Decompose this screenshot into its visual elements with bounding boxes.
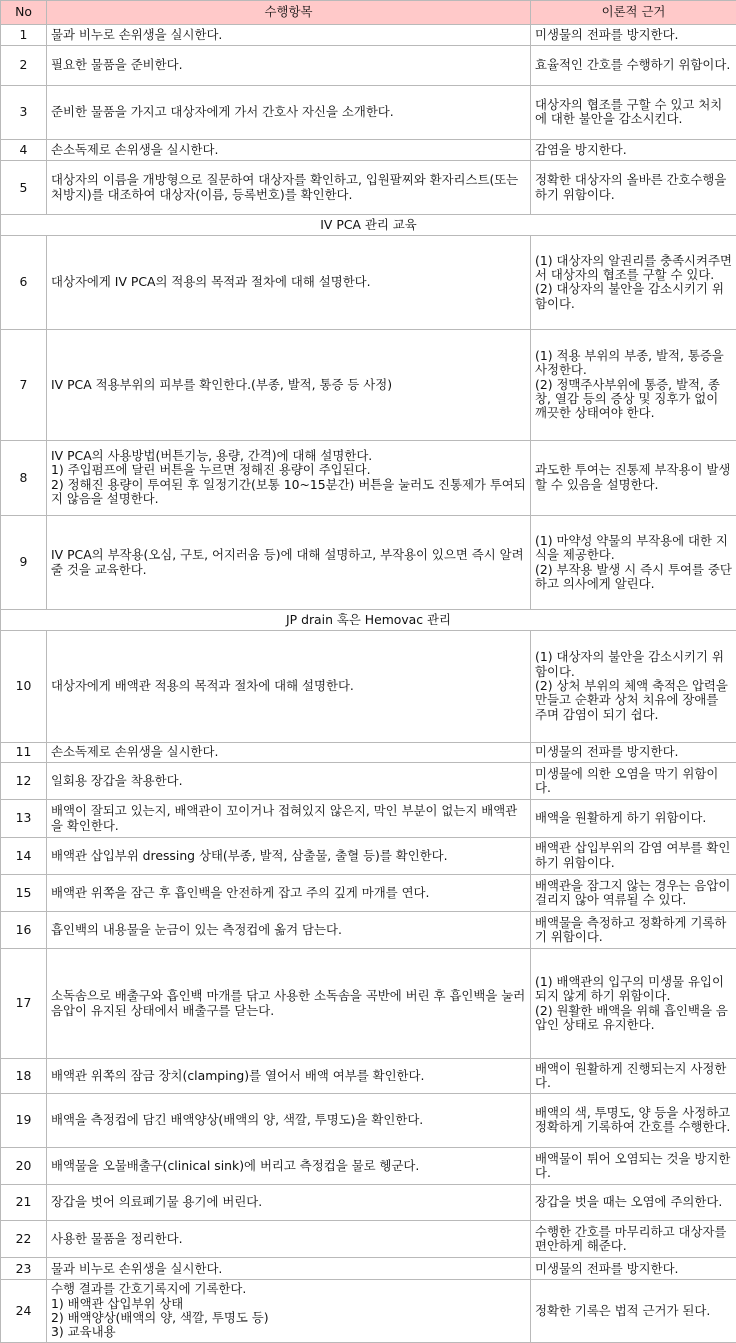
reason-text: 배액물이 튀어 오염되는 것을 방지한다. <box>531 1147 736 1184</box>
step-text: 대상자의 이름을 개방형으로 질문하여 대상자를 확인하고, 입원팔찌와 환자리스트(또는 처방지)를 대조하여 대상자(이름, 등록번호)를 확인한다. <box>47 161 531 215</box>
section-title: JP drain 혹은 Hemovac 관리 <box>1 610 736 631</box>
reason-text: 미생물의 전파를 방지한다. <box>531 25 736 46</box>
table-row <box>1 440 736 515</box>
table-row <box>1 1221 736 1258</box>
row-number: 18 <box>1 1058 47 1093</box>
header-reason: 이론적 근거 <box>531 1 736 25</box>
table-row <box>1 1258 736 1280</box>
row-number: 22 <box>1 1221 47 1258</box>
reason-text: (1) 적용 부위의 부종, 발적, 통증을 사정한다. (2) 정맥주사부위에 통증, 발적, 종창, 열감 등의 증상 및 징후가 없이 깨끗한 상태여야 한다. <box>531 330 736 441</box>
step-text: 배액물을 오물배출구(clinical sink)에 버리고 측정컵을 물로 헹군다. <box>47 1147 531 1184</box>
table-row <box>1 763 736 800</box>
reason-text: 과도한 투여는 진통제 부작용이 발생할 수 있음을 설명한다. <box>531 440 736 515</box>
table-row <box>1 874 736 911</box>
table-row <box>1 742 736 763</box>
header-no: No <box>1 1 47 25</box>
step-text: 대상자에게 IV PCA의 적용의 목적과 절차에 대해 설명한다. <box>47 235 531 329</box>
row-number: 6 <box>1 235 47 329</box>
header-row <box>1 1 736 25</box>
row-number: 24 <box>1 1280 47 1343</box>
reason-text: 정확한 기록은 법적 근거가 된다. <box>531 1280 736 1343</box>
table-row <box>1 949 736 1059</box>
table-row <box>1 86 736 140</box>
reason-text: 정확한 대상자의 올바른 간호수행을 하기 위함이다. <box>531 161 736 215</box>
row-number: 23 <box>1 1258 47 1280</box>
row-number: 15 <box>1 874 47 911</box>
reason-text: (1) 배액관의 입구의 미생물 유입이 되지 않게 하기 위함이다. (2) 원활한 배액을 위해 흡인백을 음압인 상태로 유지한다. <box>531 949 736 1059</box>
reason-text: 감염을 방지한다. <box>531 139 736 161</box>
step-text: 손소독제로 손위생을 실시한다. <box>47 139 531 161</box>
row-number: 1 <box>1 25 47 46</box>
reason-text: 장갑을 벗을 때는 오염에 주의한다. <box>531 1185 736 1221</box>
reason-text: (1) 대상자의 불안을 감소시키기 위함이다. (2) 상처 부위의 체액 축적은 압력을 만들고 순환과 상처 치유에 장애를 주며 감염이 되기 쉽다. <box>531 630 736 742</box>
table-row <box>1 1280 736 1343</box>
table-row <box>1 1094 736 1148</box>
reason-text: 미생물의 전파를 방지한다. <box>531 1258 736 1280</box>
step-text: 배액을 측정컵에 담긴 배액양상(배액의 양, 색깔, 투명도)을 확인한다. <box>47 1094 531 1148</box>
row-number: 7 <box>1 330 47 441</box>
reason-text: 수행한 간호를 마무리하고 대상자를 편안하게 해준다. <box>531 1221 736 1258</box>
step-text: 대상자에게 배액관 적용의 목적과 절차에 대해 설명한다. <box>47 630 531 742</box>
step-text: 배액관 위쪽의 잠금 장치(clamping)를 열어서 배액 여부를 확인한다. <box>47 1058 531 1093</box>
table-row <box>1 516 736 610</box>
reason-text: (1) 마약성 약물의 부작용에 대한 지식을 제공한다. (2) 부작용 발생 시 즉시 투여를 중단하고 의사에게 알린다. <box>531 516 736 610</box>
row-number: 11 <box>1 742 47 763</box>
reason-text: 배액을 원활하게 하기 위함이다. <box>531 800 736 837</box>
header-step: 수행항목 <box>47 1 531 25</box>
row-number: 16 <box>1 912 47 949</box>
table-body <box>1 25 736 1343</box>
section-row <box>1 215 736 236</box>
table-row <box>1 139 736 161</box>
table-row <box>1 630 736 742</box>
table-row <box>1 1147 736 1184</box>
row-number: 4 <box>1 139 47 161</box>
step-text: 물과 비누로 손위생을 실시한다. <box>47 1258 531 1280</box>
table-row <box>1 800 736 837</box>
table-row <box>1 912 736 949</box>
row-number: 17 <box>1 949 47 1059</box>
step-text: 장갑을 벗어 의료폐기물 용기에 버린다. <box>47 1185 531 1221</box>
step-text: IV PCA의 사용방법(버튼기능, 용량, 간격)에 대해 설명한다. 1) 주입펌프에 달린 버튼을 누르면 정해진 용량이 주입된다. 2) 정해진 용량이 투여된 후 일정기간(보통 10~15분간) 버튼을 눌러도 진통제가 투여되지 않음을 설명한다. <box>47 440 531 515</box>
step-text: 배액이 잘되고 있는지, 배액관이 꼬이거나 접혀있지 않은지, 막인 부분이 없는지 배액관을 확인한다. <box>47 800 531 837</box>
table-row <box>1 25 736 46</box>
step-text: 배액관 삽입부위 dressing 상태(부종, 발적, 삼출물, 출혈 등)를 확인한다. <box>47 837 531 874</box>
section-title: IV PCA 관리 교육 <box>1 215 736 236</box>
reason-text: 배액이 원활하게 진행되는지 사정한다. <box>531 1058 736 1093</box>
step-text: 손소독제로 손위생을 실시한다. <box>47 742 531 763</box>
row-number: 12 <box>1 763 47 800</box>
step-text: 사용한 물품을 정리한다. <box>47 1221 531 1258</box>
row-number: 14 <box>1 837 47 874</box>
reason-text: 배액물을 측정하고 정확하게 기록하기 위함이다. <box>531 912 736 949</box>
section-row <box>1 610 736 631</box>
row-number: 3 <box>1 86 47 140</box>
step-text: IV PCA 적용부위의 피부를 확인한다.(부종, 발적, 통증 등 사정) <box>47 330 531 441</box>
reason-text: 효율적인 간호를 수행하기 위함이다. <box>531 45 736 85</box>
step-text: 수행 결과를 간호기록지에 기록한다. 1) 배액관 삽입부위 상태 2) 배액양상(배액의 양, 색깔, 투명도 등) 3) 교육내용 <box>47 1280 531 1343</box>
reason-text: 배액관을 잠그지 않는 경우는 음압이 걸리지 않아 역류될 수 있다. <box>531 874 736 911</box>
step-text: 필요한 물품을 준비한다. <box>47 45 531 85</box>
step-text: 일회용 장갑을 착용한다. <box>47 763 531 800</box>
reason-text: 미생물의 전파를 방지한다. <box>531 742 736 763</box>
step-text: 배액관 위쪽을 잠근 후 흡인백을 안전하게 잡고 주의 깊게 마개를 연다. <box>47 874 531 911</box>
table-row <box>1 330 736 441</box>
row-number: 5 <box>1 161 47 215</box>
row-number: 10 <box>1 630 47 742</box>
row-number: 21 <box>1 1185 47 1221</box>
reason-text: 대상자의 협조를 구할 수 있고 처치에 대한 불안을 감소시킨다. <box>531 86 736 140</box>
table-row <box>1 1058 736 1093</box>
table-row <box>1 1185 736 1221</box>
row-number: 2 <box>1 45 47 85</box>
reason-text: 배액의 색, 투명도, 양 등을 사정하고 정확하게 기록하여 간호를 수행한다. <box>531 1094 736 1148</box>
step-text: 준비한 물품을 가지고 대상자에게 가서 간호사 자신을 소개한다. <box>47 86 531 140</box>
reason-text: 미생물에 의한 오염을 막기 위함이다. <box>531 763 736 800</box>
table-row <box>1 161 736 215</box>
table-row <box>1 45 736 85</box>
row-number: 19 <box>1 1094 47 1148</box>
step-text: 물과 비누로 손위생을 실시한다. <box>47 25 531 46</box>
row-number: 9 <box>1 516 47 610</box>
step-text: 소독솜으로 배출구와 흡인백 마개를 닦고 사용한 소독솜을 곡반에 버린 후 흡인백을 눌러 음압이 유지된 상태에서 배출구를 닫는다. <box>47 949 531 1059</box>
row-number: 20 <box>1 1147 47 1184</box>
row-number: 8 <box>1 440 47 515</box>
step-text: IV PCA의 부작용(오심, 구토, 어지러움 등)에 대해 설명하고, 부작용이 있으면 즉시 알려줄 것을 교육한다. <box>47 516 531 610</box>
row-number: 13 <box>1 800 47 837</box>
reason-text: (1) 대상자의 알권리를 충족시켜주면서 대상자의 협조를 구할 수 있다. (2) 대상자의 불안을 감소시키기 위함이다. <box>531 235 736 329</box>
step-text: 흡인백의 내용물을 눈금이 있는 측정컵에 옮겨 담는다. <box>47 912 531 949</box>
reason-text: 배액관 삽입부위의 감염 여부를 확인하기 위함이다. <box>531 837 736 874</box>
table-row <box>1 837 736 874</box>
table-row <box>1 235 736 329</box>
